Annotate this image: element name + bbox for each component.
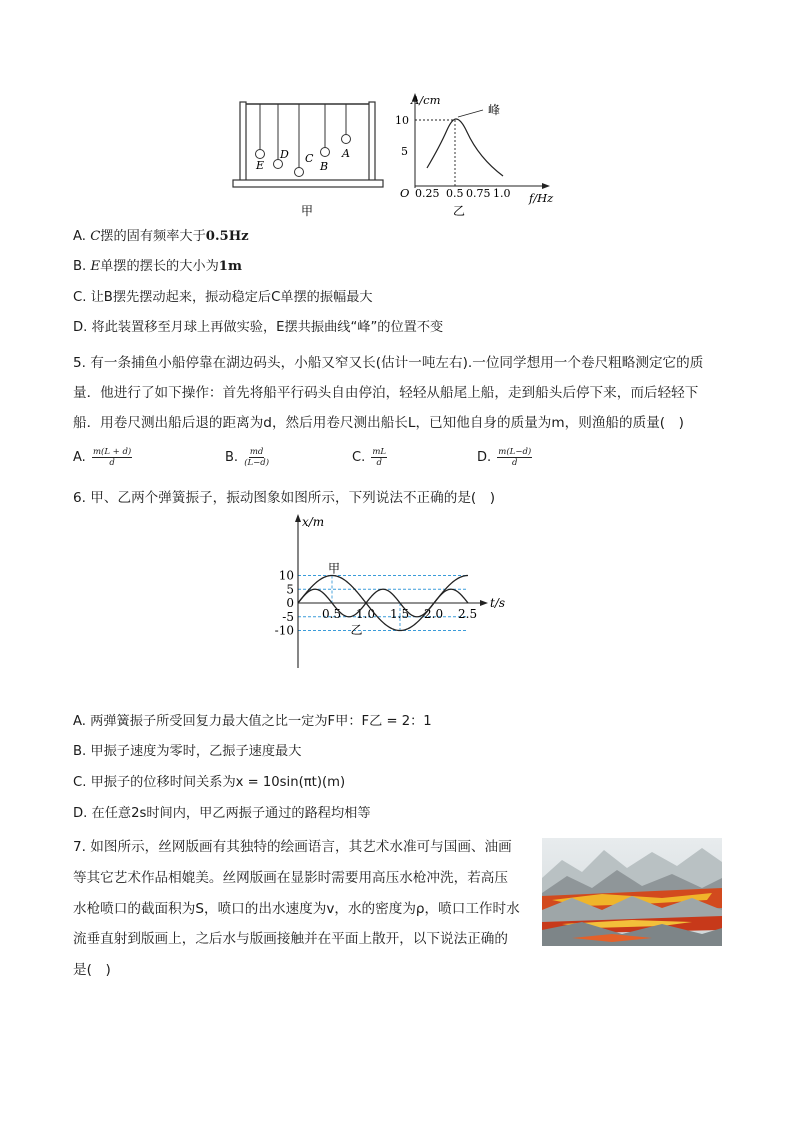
q6-option-a: A. 两弹簧振子所受回复力最大值之比一定为F甲：F乙 = 2：1 bbox=[73, 714, 432, 729]
chart-series-label-yi: 乙 bbox=[350, 622, 363, 637]
pendulum-base bbox=[233, 180, 383, 187]
chart-x-tick: 1.0 bbox=[356, 607, 376, 621]
chart-series-label-jia: 甲 bbox=[328, 561, 341, 576]
caption-jia: 甲 bbox=[301, 204, 314, 218]
pendulum-label-a: A bbox=[342, 147, 350, 160]
pendulum-label-b: B bbox=[320, 160, 329, 173]
pendulum-bob-b bbox=[321, 148, 330, 157]
chart-x-tick: 2.0 bbox=[424, 607, 444, 621]
resonance-x-label: f/Hz bbox=[529, 191, 554, 205]
resonance-curve-figure bbox=[395, 88, 570, 220]
q4-option-c: C. 让B摆先摆动起来，振动稳定后C单摆的振幅最大 bbox=[73, 290, 373, 305]
chart-x-tick: 0.5 bbox=[322, 607, 342, 621]
resonance-xtick-075: 0.75 bbox=[466, 187, 491, 200]
chart-y-tick: -10 bbox=[274, 623, 294, 638]
chart-y-tick: 5 bbox=[286, 582, 294, 597]
silkscreen-print-image bbox=[542, 838, 722, 946]
resonance-peak-label: 峰 bbox=[488, 103, 501, 117]
pendulum-frame-right bbox=[369, 102, 375, 182]
chart-y-arrow bbox=[295, 514, 301, 522]
q5-line-2: 量．他进行了如下操作：首先将船平行码头自由停泊，轻轻从船尾上船，走到船头后停下来，而后轻轻下 bbox=[73, 385, 699, 401]
pendulum-bob-c bbox=[295, 168, 304, 177]
q4-option-d: D. 将此装置移至月球上再做实验，E摆共振曲线“峰”的位置不变 bbox=[73, 320, 444, 335]
q7-line-2: 等其它艺术作品相媲美。丝网版画在显影时需要用高压水枪冲洗，若高压 bbox=[73, 870, 508, 886]
q5-option-a: A. $\frac{m(L + d)}{d}$ bbox=[73, 447, 132, 468]
resonance-y-label: A/cm bbox=[411, 93, 441, 107]
chart-x-tick: 2.5 bbox=[458, 607, 478, 621]
pendulum-bob-e bbox=[256, 150, 265, 159]
resonance-xtick-025: 0.25 bbox=[415, 187, 440, 200]
q6-option-c: C. 甲振子的位移时间关系为x = 10sin(πt)(m) bbox=[73, 775, 346, 790]
q7-line-3: 水枪喷口的截面积为S，喷口的出水速度为v，水的密度为ρ，喷口工作时水 bbox=[73, 901, 520, 917]
q7-line-1: 7. 如图所示，丝网版画有其独特的绘画语言，其艺术水准可与国画、油画 bbox=[73, 839, 512, 855]
chart-y-tick: 10 bbox=[278, 568, 294, 583]
pendulum-figure bbox=[228, 96, 390, 220]
resonance-ytick-10: 10 bbox=[395, 114, 409, 127]
pendulum-label-d: D bbox=[280, 148, 289, 161]
q5-option-d: D. $\frac{m(L-d)}{d}$ bbox=[477, 447, 532, 468]
q6-option-b: B. 甲振子速度为零时，乙振子速度最大 bbox=[73, 744, 302, 759]
q4-option-b: B. E单摆的摆长的大小为1m bbox=[73, 259, 242, 274]
resonance-xtick-10: 1.0 bbox=[493, 187, 511, 200]
oscillation-chart bbox=[262, 508, 542, 668]
chart-y-tick: 0 bbox=[286, 596, 294, 610]
resonance-origin: O bbox=[400, 186, 410, 200]
resonance-ytick-5: 5 bbox=[401, 145, 408, 158]
pendulum-frame-left bbox=[240, 102, 246, 182]
chart-x-arrow bbox=[480, 600, 488, 606]
q5-line-1: 5. 有一条捕鱼小船停靠在湖边码头，小船又窄又长(估计一吨左右).一位同学想用一个卷尺粗略测定它的质 bbox=[73, 355, 704, 371]
q6-option-d: D. 在任意2s时间内，甲乙两振子通过的路程均相等 bbox=[73, 806, 371, 821]
q4-option-a: A. C摆的固有频率大于0.5Hz bbox=[73, 229, 249, 244]
q5-line-3: 船．用卷尺测出船后退的距离为d，然后用卷尺测出船长L，已知他自身的质量为m，则渔船的质量( ) bbox=[73, 415, 684, 431]
q5-option-b: B. $\frac{md}{(L-d)}$ bbox=[225, 447, 270, 468]
chart-x-label: t/s bbox=[490, 596, 506, 610]
pendulum-label-c: C bbox=[305, 152, 314, 165]
resonance-xtick-05: 0.5 bbox=[446, 187, 464, 200]
chart-y-tick: -5 bbox=[282, 609, 294, 624]
pendulum-bob-a bbox=[342, 135, 351, 144]
chart-x-tick: 1.5 bbox=[390, 607, 410, 621]
q6-stem: 6. 甲、乙两个弹簧振子，振动图象如图所示，下列说法不正确的是( ) bbox=[73, 490, 496, 506]
resonance-curve bbox=[427, 119, 503, 176]
pendulum-label-e: E bbox=[256, 159, 265, 172]
chart-y-label: x/m bbox=[302, 515, 325, 529]
q7-line-5: 是( ) bbox=[73, 962, 111, 978]
q5-option-c: C. $\frac{mL}{d}$ bbox=[352, 447, 387, 468]
q7-line-4: 流垂直射到版画上，之后水与版画接触并在平面上散开，以下说法正确的 bbox=[73, 931, 508, 947]
caption-yi: 乙 bbox=[453, 204, 466, 218]
